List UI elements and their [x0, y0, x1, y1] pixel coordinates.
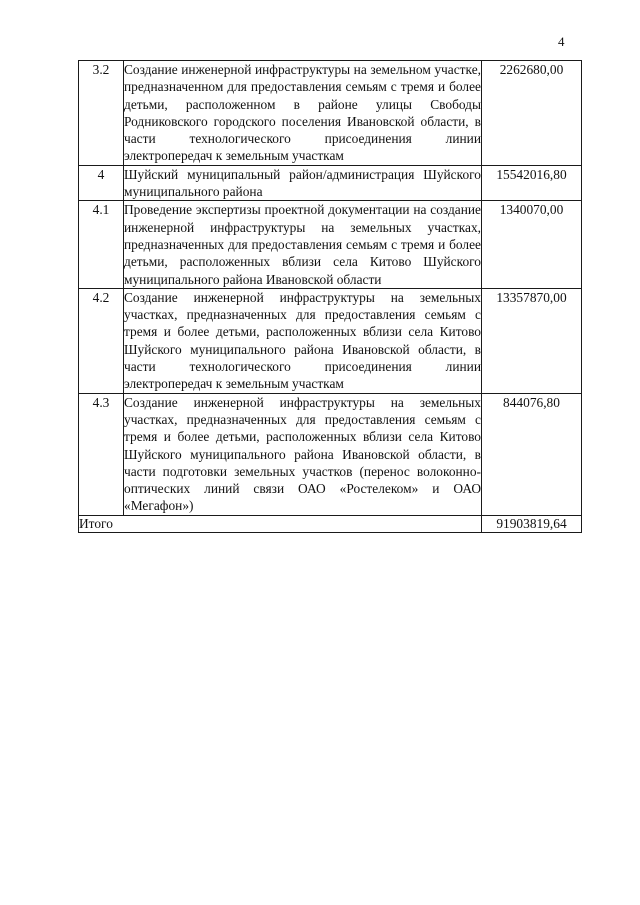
row-amount: 13357870,00	[482, 288, 582, 393]
row-description: Создание инженерной инфраструктуры на земельных участках, предназначенных для предоставления семьям с тремя и более детьми, расположенных вблизи села Китово Шуйского муниципального района Ивановской области, в части подготовки земельных участков (перенос волоконно-оптических линий связи ОАО «Ростелеком» и ОАО «Мегафон»)	[124, 394, 481, 514]
table-row	[79, 393, 582, 515]
total-amount: 91903819,64	[482, 515, 582, 532]
row-amount: 2262680,00	[482, 61, 582, 166]
row-number: 4.2	[79, 288, 124, 393]
row-description: Создание инженерной инфраструктуры на земельном участке, предназначенном для предоставления семьям с тремя и более детьми, расположенном в районе улицы Свободы Родниковского городского поселения Ивановской области, в части технологического присоединения линии электропередач к земельным участкам	[124, 62, 481, 164]
table-row	[79, 201, 582, 288]
budget-table	[78, 60, 582, 533]
row-amount: 844076,80	[482, 393, 582, 515]
row-number: 4	[79, 165, 124, 201]
table-row	[79, 165, 582, 201]
table-row	[79, 61, 582, 166]
row-amount: 1340070,00	[482, 201, 582, 288]
row-description: Создание инженерной инфраструктуры на земельных участках, предназначенных для предоставления семьям с тремя и более детьми, расположенных вблизи села Китово Шуйского муниципального района Ивановской области, в части технологического присоединения линии электропередач к земельным участкам	[124, 289, 481, 392]
table-row	[79, 288, 582, 393]
row-number: 4.3	[79, 393, 124, 515]
row-description: Проведение экспертизы проектной документации на создание инженерной инфраструктуры на земельных участках, предназначенных для предоставления семьям с тремя и более детьми, расположенных вблизи села Китово Шуйского муниципального района Ивановской области	[124, 202, 481, 287]
total-label: Итого	[79, 515, 482, 532]
row-description: Шуйский муниципальный район/администрация Шуйского муниципального района	[124, 166, 481, 200]
row-number: 3.2	[79, 61, 124, 166]
row-number: 4.1	[79, 201, 124, 288]
page-number: 4	[558, 34, 565, 49]
row-amount: 15542016,80	[482, 165, 582, 201]
total-row	[79, 515, 582, 532]
